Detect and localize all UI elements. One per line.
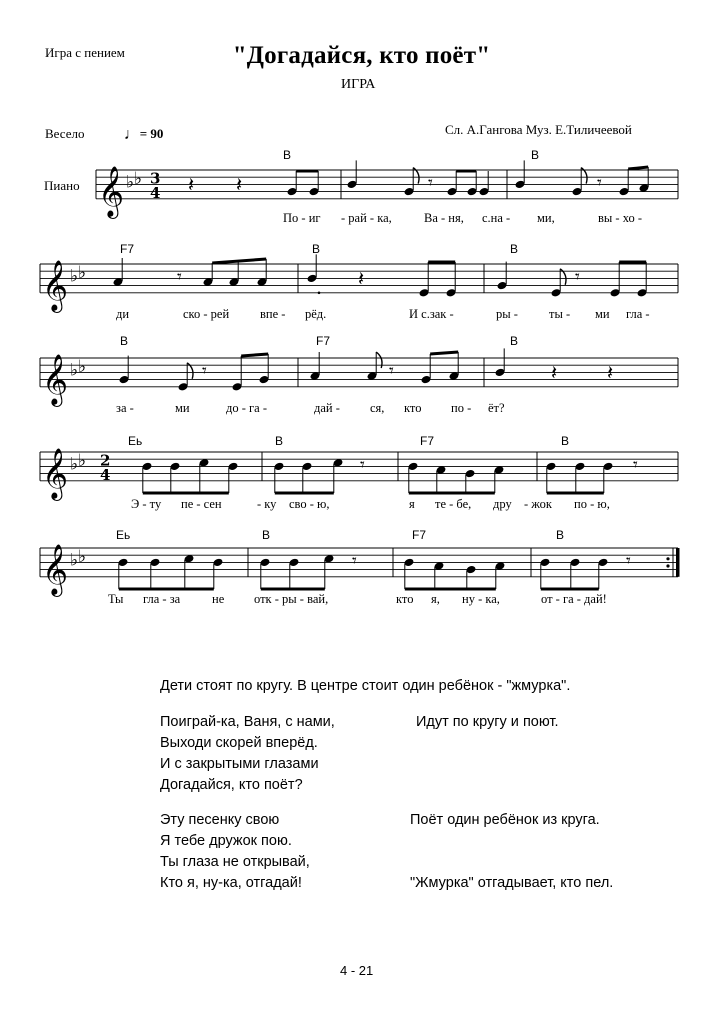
- lyrics-line-3: [0, 401, 723, 417]
- quarter-rest-icon: 𝄽: [188, 172, 195, 197]
- lyric-syllable: ты -: [549, 307, 571, 321]
- eighth-rest-icon: 𝄾: [597, 172, 602, 194]
- lyric-syllable: я,: [431, 592, 440, 606]
- lyric-syllable: кто: [396, 592, 414, 606]
- lyric-syllable: отк - ры - вай,: [254, 592, 329, 606]
- lyric-syllable: впе -: [260, 307, 286, 321]
- repeat-dot: [666, 557, 669, 560]
- flat-icon: ♭: [78, 546, 87, 567]
- treble-clef-icon: 𝄞: [42, 259, 69, 311]
- time-signature-bottom: 4: [150, 183, 161, 202]
- eighth-rest-icon: 𝄾: [389, 360, 394, 382]
- chord-label: B: [312, 242, 321, 256]
- chord-label: B: [510, 242, 519, 256]
- time-signature-top: 3: [150, 169, 161, 188]
- chord-label: B: [561, 434, 570, 448]
- note-beam: [628, 167, 648, 169]
- chord-label: F7: [316, 334, 331, 348]
- flat-icon: ♭: [78, 356, 87, 377]
- treble-clef-icon: 𝄞: [98, 165, 125, 217]
- lyric-syllable: не: [212, 592, 225, 606]
- lyric-syllable: по -: [451, 401, 472, 415]
- lyric-syllable: ры -: [496, 307, 518, 321]
- genre-label: Игра с пением: [45, 45, 125, 60]
- lyric-syllable: рёд.: [305, 307, 327, 321]
- final-barline: [676, 548, 680, 577]
- lyric-syllable: за -: [116, 401, 134, 415]
- treble-clef-icon: 𝄞: [42, 353, 69, 405]
- lyric-syllable: ну - ка,: [462, 592, 500, 606]
- eighth-rest-icon: 𝄾: [633, 454, 638, 476]
- lyric-syllable: по - ю,: [574, 497, 610, 511]
- treble-clef-icon: 𝄞: [42, 543, 69, 595]
- action-3: "Жмурка" отгадывает, кто пел.: [410, 875, 614, 891]
- flat-icon: ♭: [78, 262, 87, 283]
- verse-line: Кто я, ну-ка, отгадай!: [160, 875, 302, 891]
- eighth-rest-icon: 𝄾: [202, 360, 207, 382]
- lyric-syllable: Э - ту: [131, 497, 162, 511]
- lyric-syllable: ско - рей: [183, 307, 230, 321]
- chord-label: Eь: [116, 528, 131, 542]
- verse-line: Я тебе дружок пою.: [160, 833, 292, 849]
- eighth-rest-icon: 𝄾: [575, 266, 580, 288]
- verse-line: Поиграй-ка, Ваня, с нами,: [160, 714, 335, 730]
- instrument-label: Пиано: [44, 178, 80, 193]
- lyric-syllable: гла -: [626, 307, 650, 321]
- action-2: Поёт один ребёнок из круга.: [410, 812, 600, 828]
- lyrics-line-5: [0, 592, 723, 608]
- verse-line: Выходи скорей вперёд.: [160, 735, 318, 751]
- lyric-syllable: те - бе,: [435, 497, 472, 511]
- eighth-rest-icon: 𝄾: [177, 266, 182, 288]
- lyric-syllable: Ва - ня,: [424, 211, 464, 225]
- chord-label: Eь: [128, 434, 143, 448]
- action-1: Идут по кругу и поют.: [416, 714, 559, 730]
- lyric-syllable: ёт?: [488, 401, 505, 415]
- tempo-word: Весело: [45, 126, 85, 141]
- lyrics-line-2: [0, 307, 723, 323]
- flat-icon: ♭: [78, 450, 87, 471]
- lyric-syllable: дай -: [314, 401, 340, 415]
- song-title: "Догадайся, кто поёт": [232, 42, 491, 69]
- chord-label: B: [283, 148, 292, 162]
- repeat-dot: [666, 564, 669, 567]
- song-subtitle: ИГРА: [341, 77, 376, 92]
- eighth-rest-icon: 𝄾: [352, 550, 357, 572]
- lyric-syllable: сво - ю,: [289, 497, 330, 511]
- flat-icon: ♭: [70, 266, 79, 287]
- flat-icon: ♭: [134, 168, 143, 189]
- verse-2: [160, 810, 310, 894]
- tempo-value: = 90: [139, 126, 164, 141]
- lyrics-line-1: [0, 211, 723, 227]
- lyric-syllable: ди: [116, 307, 130, 321]
- flat-icon: ♭: [70, 454, 79, 475]
- lyric-syllable: от - га - дай!: [541, 592, 607, 606]
- eighth-rest-icon: 𝄾: [428, 172, 433, 194]
- page-number: 4 - 21: [340, 963, 374, 978]
- chord-label: F7: [120, 242, 135, 256]
- verse-line: Ты глаза не открывай,: [160, 854, 310, 870]
- eighth-rest-icon: 𝄾: [360, 454, 365, 476]
- lyric-syllable: пе - сен: [181, 497, 222, 511]
- intro-text: Дети стоят по кругу. В центре стоит один ребёнок - "жмурка".: [160, 678, 571, 694]
- verse-line: Догадайся, кто поёт?: [160, 777, 303, 793]
- lyric-syllable: ся,: [370, 401, 385, 415]
- lyric-syllable: гла - за: [143, 592, 181, 606]
- lyric-syllable: По - иг: [283, 211, 321, 225]
- verse-line: И с закрытыми глазами: [160, 756, 319, 772]
- lyric-syllable: ми: [175, 401, 190, 415]
- chord-label: B: [262, 528, 271, 542]
- quarter-note-icon: ♩: [123, 126, 140, 143]
- quarter-rest-icon: 𝄽: [551, 360, 558, 385]
- lyric-syllable: И с.зак -: [409, 307, 454, 321]
- time-signature-top: 2: [100, 451, 111, 470]
- chord-label: B: [531, 148, 540, 162]
- chord-label: B: [120, 334, 129, 348]
- lyric-syllable: с.на -: [482, 211, 511, 225]
- flat-icon: ♭: [126, 172, 135, 193]
- lyric-syllable: я: [409, 497, 415, 511]
- treble-clef-icon: 𝄞: [42, 447, 69, 499]
- flat-icon: ♭: [70, 360, 79, 381]
- note-beam: [430, 352, 458, 354]
- note-beam: [212, 259, 266, 263]
- lyric-syllable: - ку: [257, 497, 277, 511]
- lyric-syllable: - жок: [524, 497, 552, 511]
- lyric-syllable: до - га -: [226, 401, 267, 415]
- verse-line: Эту песенку свою: [160, 812, 280, 828]
- quarter-rest-icon: 𝄽: [607, 360, 614, 385]
- chord-label: B: [510, 334, 519, 348]
- chord-label: B: [556, 528, 565, 542]
- verse-1: [160, 712, 335, 796]
- lyric-syllable: - рай - ка,: [341, 211, 392, 225]
- lyric-syllable: вы - хо -: [598, 211, 643, 225]
- chord-label: B: [275, 434, 284, 448]
- lyrics-line-4: [0, 497, 723, 513]
- eighth-rest-icon: 𝄾: [626, 550, 631, 572]
- lyric-syllable: ми: [595, 307, 610, 321]
- note-beam: [241, 354, 268, 356]
- quarter-rest-icon: 𝄽: [236, 172, 243, 197]
- credits: Сл. А.Гангова Муз. Е.Тиличеевой: [445, 122, 632, 137]
- lyric-syllable: Ты: [108, 592, 124, 606]
- chord-label: F7: [420, 434, 435, 448]
- lyric-syllable: кто: [404, 401, 422, 415]
- time-signature-bottom: 4: [100, 465, 111, 484]
- chord-label: F7: [412, 528, 427, 542]
- flat-icon: ♭: [70, 550, 79, 571]
- quarter-rest-icon: 𝄽: [358, 266, 365, 291]
- augmentation-dot: [318, 292, 321, 295]
- lyric-syllable: ми,: [537, 211, 555, 225]
- lyric-syllable: дру: [493, 497, 512, 511]
